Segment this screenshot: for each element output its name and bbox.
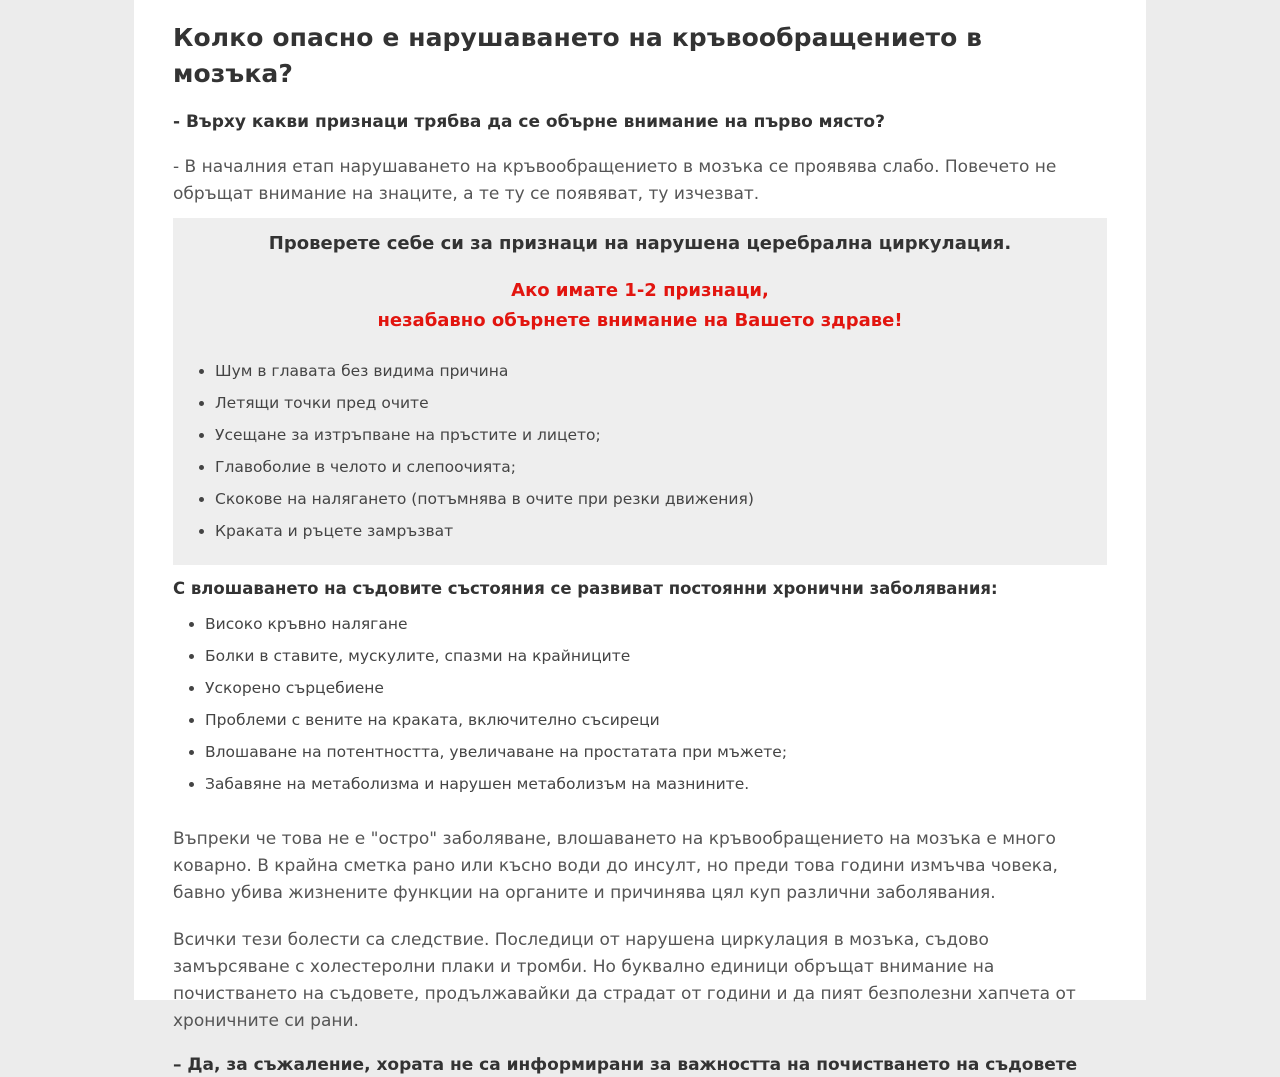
body-paragraph-2: Всички тези болести са следствие. Последици от нарушена циркулация в мозъка, съдово замърсяване с холестеролни плаки и тромби. Но буквално единици обръщат внимание на почистването на съдовете, продължавайки да страдат от години и да пият безполезни хапчета от хроничните си рани. <box>173 930 1076 1031</box>
list-item: • Проблеми с вените на краката, включително съсиреци <box>205 704 1107 736</box>
article-title: Колко опасно е нарушаването на кръвообращението в мозъка? <box>173 23 983 88</box>
article-content <box>173 0 1107 1077</box>
symptom-list <box>173 355 1107 547</box>
list-item: • Ускорено сърцебиене <box>205 672 1107 704</box>
list-item: • Високо кръвно налягане <box>205 608 1107 640</box>
warning-line-2: незабавно обърнете внимание на Вашето здраве! <box>377 310 903 331</box>
article-page <box>134 0 1146 1075</box>
question-heading: - Върху какви признаци трябва да се обърне внимание на първо място? <box>173 112 885 132</box>
symptom-check-box <box>173 218 1107 565</box>
chronic-diseases-list <box>173 608 1107 800</box>
body-paragraph-1: Въпреки че това не е "остро" заболяване, влошаването на кръвообращението на мозъка е много коварно. В крайна сметка рано или късно води до инсулт, но преди това години измъчва човека, бавно убива жизнените функции на органите и причинява цял куп различни заболявания. <box>173 829 1058 903</box>
chronic-diseases-heading: С влошаването на съдовите състояния се развиват постоянни хронични заболявания: <box>173 579 998 598</box>
list-item: • Краката и ръцете замръзват <box>215 515 1107 547</box>
list-item: • Скокове на налягането (потъмнява в очите при резки движения) <box>215 483 1107 515</box>
list-item: • Летящи точки пред очите <box>215 387 1107 419</box>
last-question-heading: – Да, за съжаление, хората не са информирани за важността на почистването на съдовете <box>173 1055 1078 1075</box>
intro-paragraph: - В началния етап нарушаването на кръвообращението в мозъка се проявява слабо. Повечето не обръщат внимание на знаците, а те ту се появяват, ту изчезват. <box>173 157 1057 204</box>
warning-text <box>173 276 1107 336</box>
check-title: Проверете себе си за признаци на нарушена церебрална циркулация. <box>268 233 1012 254</box>
warning-line-1: Ако имате 1-2 признаци, <box>511 280 769 301</box>
list-item: • Влошаване на потентността, увеличаване на простатата при мъжете; <box>205 736 1107 768</box>
list-item: • Главоболие в челото и слепоочията; <box>215 451 1107 483</box>
list-item: • Болки в ставите, мускулите, спазми на крайниците <box>205 640 1107 672</box>
list-item: • Шум в главата без видима причина <box>215 355 1107 387</box>
list-item: • Усещане за изтръпване на пръстите и лицето; <box>215 419 1107 451</box>
list-item: • Забавяне на метаболизма и нарушен метаболизъм на мазнините. <box>205 768 1107 800</box>
